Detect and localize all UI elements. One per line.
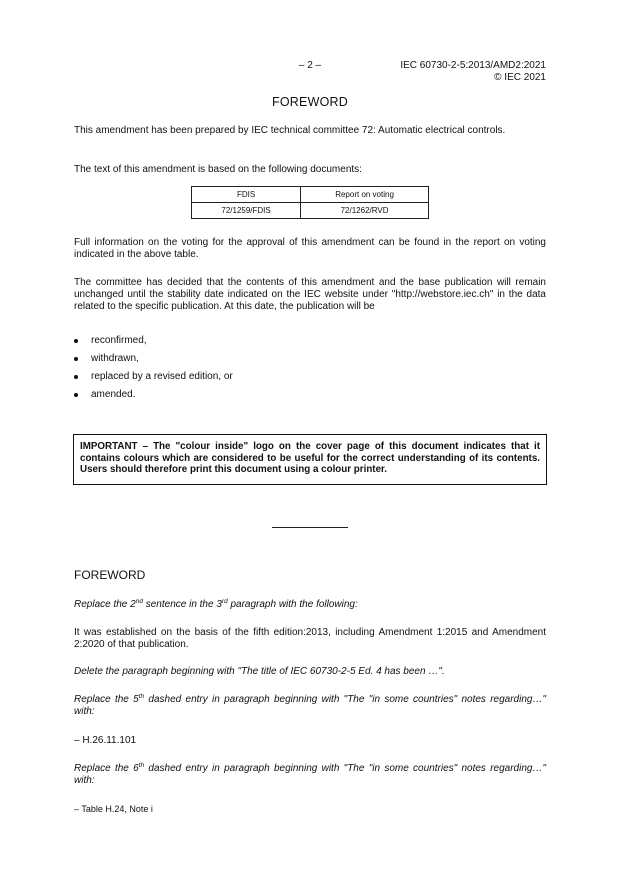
list-item: reconfirmed, (74, 335, 546, 353)
copyright-notice: © IEC 2021 (494, 72, 546, 83)
important-notice-text: IMPORTANT – The "colour inside" logo on the cover page of this document indicates that it contains colours which are considered to be useful for the correct understanding of its contents. Users should therefore print this document using a colour printer. (80, 441, 540, 475)
instruction-text: sentence in the 3 (142, 599, 222, 610)
table-header-report: Report on voting (301, 187, 429, 203)
table-cell-fdis: 72/1259/FDIS (192, 203, 301, 219)
instruction-text: dashed entry in paragraph beginning with "The "in some countries" notes regarding…" with: (74, 694, 546, 717)
instruction-replace-sentence (74, 599, 546, 611)
voting-info-paragraph: Full information on the voting for the approval of this amendment can be found in the report on voting indicated in the above table. (74, 237, 546, 260)
ordinal-suffix: th (138, 693, 145, 700)
instruction-text: dashed entry in paragraph beginning with "The "in some countries" notes regarding…" with: (74, 763, 546, 786)
intro-paragraph: This amendment has been prepared by IEC technical committee 72: Automatic electrical controls. (74, 125, 506, 136)
page-number: – 2 – (298, 60, 322, 71)
entry-h26: – H.26.11.101 (74, 735, 137, 746)
table-row (192, 203, 429, 219)
ordinal-suffix: th (138, 762, 145, 769)
instruction-text: paragraph with the following: (227, 599, 358, 610)
foreword-title: FOREWORD (272, 95, 348, 109)
instruction-delete-paragraph: Delete the paragraph beginning with "The title of IEC 60730-2-5 Ed. 4 has been …". (74, 666, 445, 677)
important-notice-box (73, 434, 547, 485)
table-cell-rvd: 72/1262/RVD (301, 203, 429, 219)
list-item: amended. (74, 389, 546, 407)
instruction-text: Replace the 6 (74, 763, 139, 774)
table-header-row (192, 187, 429, 203)
entry-table-h24: – Table H.24, Note i (74, 804, 153, 814)
table-header-fdis: FDIS (192, 187, 301, 203)
replacement-paragraph: It was established on the basis of the fifth edition:2013, including Amendment 1:2015 and Amendment 2:2020 of that publication. (74, 627, 546, 650)
amendment-foreword-title: FOREWORD (74, 568, 146, 582)
instruction-text: Replace the 5 (74, 694, 139, 705)
list-item: replaced by a revised edition, or (74, 371, 546, 389)
publication-status-list (74, 335, 546, 407)
instruction-replace-5th-entry (74, 694, 546, 718)
ordinal-suffix: rd (221, 598, 228, 605)
instruction-replace-6th-entry (74, 763, 546, 787)
list-item: withdrawn, (74, 353, 546, 371)
document-header (400, 60, 546, 84)
instruction-text: Replace the 2 (74, 599, 136, 610)
voting-documents-table (191, 186, 429, 219)
ordinal-suffix: nd (135, 598, 143, 605)
document-id: IEC 60730-2-5:2013/AMD2:2021 (400, 60, 546, 71)
separator-rule (272, 527, 348, 528)
documents-intro: The text of this amendment is based on the following documents: (74, 164, 362, 175)
stability-paragraph: The committee has decided that the contents of this amendment and the base publication will remain unchanged until the stability date indicated on the IEC website under "http://webstore.iec.ch" in the data related to the specific publication. At this date, the publication will be (74, 277, 546, 312)
